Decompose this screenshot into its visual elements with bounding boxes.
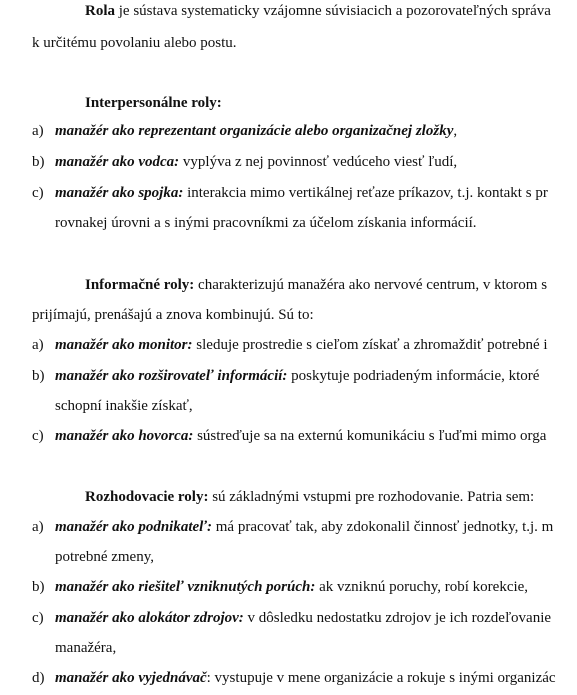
role-name: manažér ako vodca: xyxy=(55,154,180,170)
decisional-heading: Rozhodovacie roly: xyxy=(85,489,209,505)
list-marker: a) xyxy=(32,123,44,139)
list-item xyxy=(0,152,577,172)
list-item-continuation: rovnakej úrovni a s inými pracovníkmi za účelom získania informácií. xyxy=(55,215,477,231)
role-description: interakcia mimo vertikálnej reťaze príkazov, t.j. kontakt s pr xyxy=(183,185,548,201)
list-marker: c) xyxy=(32,428,44,444)
list-marker: c) xyxy=(32,185,44,201)
list-marker: b) xyxy=(32,579,45,595)
role-description: vyplýva z nej povinnosť vedúceho viesť ľudí, xyxy=(179,154,458,170)
role-name: manažér ako reprezentant organizácie alebo organizačnej zložky xyxy=(55,123,454,139)
role-description: má pracovať tak, aby zdokonalil činnosť jednotky, t.j. m xyxy=(212,519,554,535)
list-item xyxy=(0,668,577,688)
list-marker: d) xyxy=(32,670,45,686)
role-name: manažér ako monitor: xyxy=(55,337,193,353)
role-name: manažér ako podnikateľ: xyxy=(55,519,212,535)
list-marker: a) xyxy=(32,337,44,353)
list-item xyxy=(0,426,577,446)
interpersonal-heading: Interpersonálne roly: xyxy=(85,95,222,111)
informational-heading-text: charakterizujú manažéra ako nervové centrum, v ktorom s xyxy=(194,277,548,293)
list-item xyxy=(0,183,577,203)
decisional-heading-line xyxy=(85,487,534,507)
list-item xyxy=(0,517,577,537)
role-name: manažér ako alokátor zdrojov: xyxy=(55,610,244,626)
list-item xyxy=(0,335,577,355)
intro-text: je sústava systematicky vzájomne súvisiacich a pozorovateľných správa xyxy=(115,3,551,19)
intro-term: Rola xyxy=(85,3,115,19)
role-description: , xyxy=(453,123,458,139)
intro-continuation: k určitému povolaniu alebo postu. xyxy=(32,35,237,51)
intro-line xyxy=(85,1,551,21)
list-item xyxy=(0,121,577,141)
role-name: manažér ako hovorca: xyxy=(55,428,194,444)
role-description: ak vzniknú poruchy, robí korekcie, xyxy=(315,579,529,595)
list-item xyxy=(0,366,577,386)
list-item-continuation: schopní inakšie získať, xyxy=(55,398,193,414)
role-name: manažér ako vyjednávač xyxy=(55,670,207,686)
list-marker: b) xyxy=(32,154,45,170)
role-description: poskytuje podriadeným informácie, ktoré xyxy=(287,368,540,384)
list-item-continuation: potrebné zmeny, xyxy=(55,549,154,565)
role-name: manažér ako rozširovateľ informácií: xyxy=(55,368,288,384)
decisional-heading-text: sú základnými vstupmi pre rozhodovanie. Patria sem: xyxy=(208,489,535,505)
role-description: v dôsledku nedostatku zdrojov je ich rozdeľovanie xyxy=(243,610,552,626)
role-description: sústreďuje sa na externú komunikáciu s ľuďmi mimo orga xyxy=(193,428,547,444)
informational-heading-line xyxy=(85,275,547,295)
list-item-continuation: manažéra, xyxy=(55,640,117,656)
role-name: manažér ako riešiteľ vzniknutých porúch: xyxy=(55,579,316,595)
role-description: sleduje prostredie s cieľom získať a zhromaždiť potrebné i xyxy=(192,337,548,353)
informational-continuation: prijímajú, prenášajú a znova kombinujú. Sú to: xyxy=(32,307,314,323)
informational-heading: Informačné roly: xyxy=(85,277,195,293)
list-marker: a) xyxy=(32,519,44,535)
list-marker: b) xyxy=(32,368,45,384)
list-item xyxy=(0,608,577,628)
list-marker: c) xyxy=(32,610,44,626)
role-name: manažér ako spojka: xyxy=(55,185,184,201)
role-description: : vystupuje v mene organizácie a rokuje s inými organizác xyxy=(206,670,556,686)
list-item xyxy=(0,577,577,597)
